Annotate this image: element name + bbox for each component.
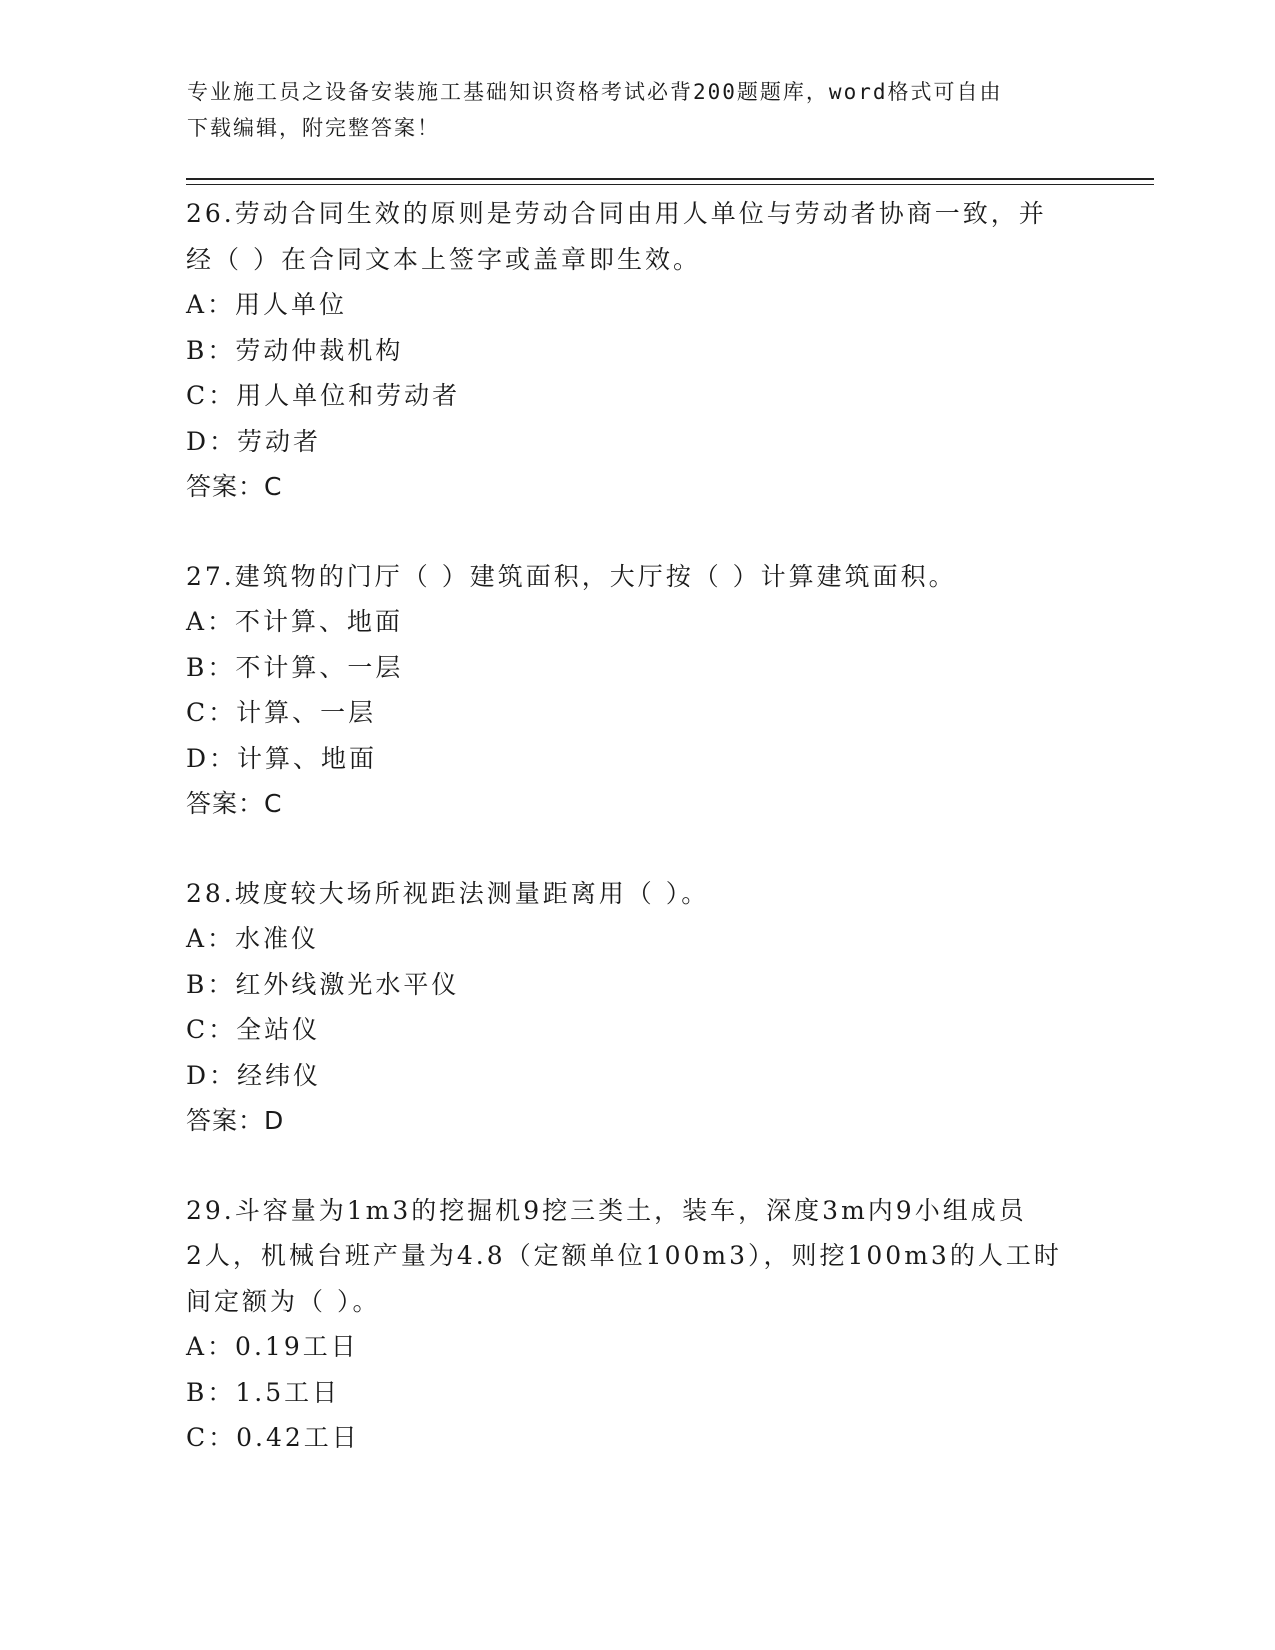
answer: 答案：C <box>186 789 283 818</box>
header-line-2: 下载编辑，附完整答案！ <box>187 116 440 140</box>
option-d: D：计算、地面 <box>186 743 378 773</box>
header-line-1: 专业施工员之设备安装施工基础知识资格考试必背200题题库，word格式可自由 <box>187 80 1003 104</box>
question-stem: 27.建筑物的门厅（ ）建筑面积，大厅按（ ）计算建筑面积。 <box>186 561 957 591</box>
question-stem: 经（ ）在合同文本上签字或盖章即生效。 <box>186 244 701 274</box>
option-c: C：用人单位和劳动者 <box>186 381 461 410</box>
option-a: A：用人单位 <box>186 290 348 319</box>
answer: 答案：C <box>186 472 283 501</box>
question-26 <box>186 191 1086 510</box>
header-divider-thick <box>186 178 1154 180</box>
question-stem: 26.劳动合同生效的原则是劳动合同由用人单位与劳动者协商一致，并 <box>186 199 1047 228</box>
question-stem: 2人，机械台班产量为4.8（定额单位100m3），则挖100m3的人工时 <box>186 1241 1062 1270</box>
option-b: B：1.5工日 <box>186 1377 341 1407</box>
option-a: A：不计算、地面 <box>186 607 404 636</box>
option-b: B：劳动仲裁机构 <box>186 335 404 365</box>
document-header <box>187 74 1067 146</box>
option-a: A：水准仪 <box>186 924 320 953</box>
question-28 <box>186 871 1086 1144</box>
option-c: C：计算、一层 <box>186 698 377 727</box>
question-list <box>186 191 1086 1505</box>
option-a: A：0.19工日 <box>186 1332 359 1361</box>
option-d: D：劳动者 <box>186 426 322 456</box>
answer: 答案：D <box>186 1106 285 1135</box>
header-divider-thin <box>186 184 1154 185</box>
option-c: C：全站仪 <box>186 1015 321 1044</box>
question-stem: 间定额为（ ）。 <box>186 1286 381 1316</box>
option-b: B：红外线激光水平仪 <box>186 969 460 999</box>
option-b: B：不计算、一层 <box>186 652 404 682</box>
question-stem: 28.坡度较大场所视距法测量距离用（ ）。 <box>186 878 710 908</box>
option-c: C：0.42工日 <box>186 1423 360 1452</box>
question-27 <box>186 554 1086 827</box>
option-d: D：经纬仪 <box>186 1060 322 1090</box>
question-29 <box>186 1188 1086 1461</box>
question-stem: 29.斗容量为1m3的挖掘机9挖三类土，装车，深度3m内9小组成员 <box>186 1195 1027 1225</box>
